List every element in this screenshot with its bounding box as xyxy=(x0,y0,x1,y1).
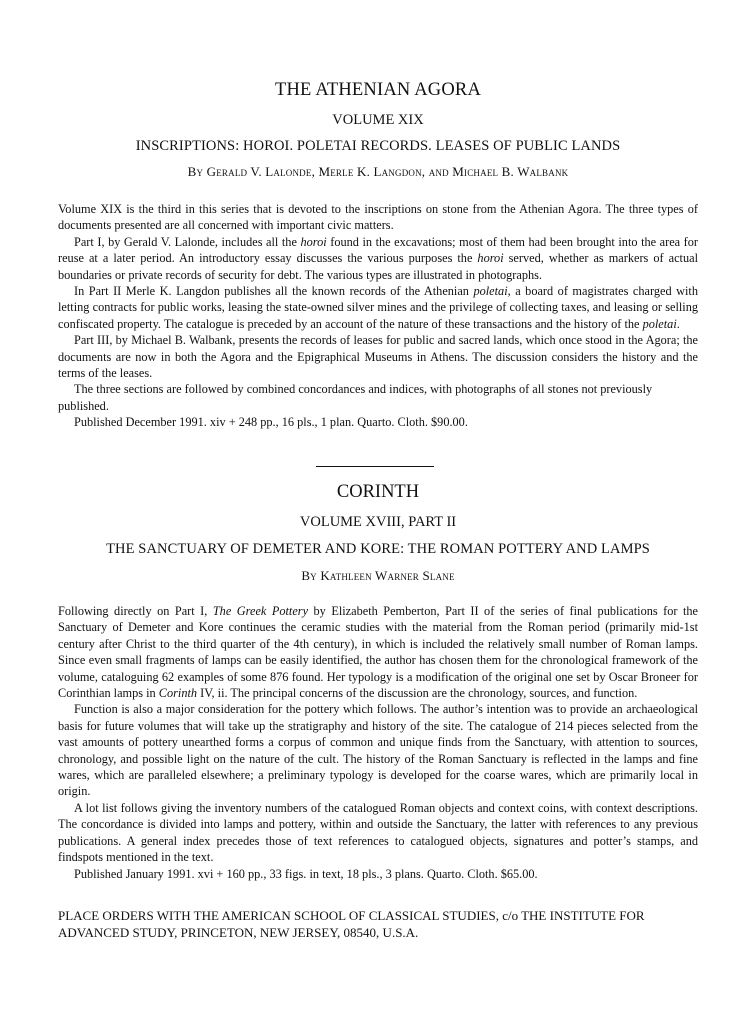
order-instructions: PLACE ORDERS WITH THE AMERICAN SCHOOL OF CLASSICAL STUDIES, c/o THE INSTITUTE FOR ADVANCED STUDY, PRINCETON, NEW JERSEY, 08540, U.S.A. xyxy=(58,908,645,940)
section-divider xyxy=(316,466,434,467)
agora-title: THE ATHENIAN AGORA xyxy=(274,80,482,100)
agora-paragraph-5: The three sections are followed by combined concordances and indices, with photographs of all stones not previously published. xyxy=(58,382,653,413)
corinth-published-info: Published January 1991. xvi + 160 pp., 33 figs. in text, 18 pls., 3 plans. Quarto. Cloth. $65.00. xyxy=(74,866,538,881)
agora-paragraph-1: Volume XIX is the third in this series that is devoted to the inscriptions on stone from the Athenian Agora. The three types of documents presented are all concerned with important civic matters. xyxy=(58,202,698,233)
corinth-paragraph-2: Function is also a major consideration for the pottery which follows. The author’s intention was to provide an archaeological basis for future volumes that will take up the stratigraphy and history of the site. The catalogue of 214 pieces selected from the vast amounts of pottery unearthed forms a corpus of common and unique finds from the Sanctuary, with attention to sources, chronology, and possible light on the nature of the cult. The history of the Roman Sanctuary is reflected in the lamps and fine wares, which are paralleled elsewhere; a preliminary typology is developed for the coarse wares, which are primarily local in origin. xyxy=(58,702,698,799)
agora-byline: By Gerald V. Lalonde, Merle K. Langdon, and Michael B. Walbank xyxy=(187,164,569,179)
agora-description xyxy=(58,201,698,431)
corinth-volume: VOLUME XVIII, PART II xyxy=(299,514,457,530)
corinth-paragraph-1: Following directly on Part I, The Greek Pottery by Elizabeth Pemberton, Part II of the series of final publications for the Sanctuary of Demeter and Kore continues the ceramic studies with the material from the Roman period (primarily mid-1st century after Christ to the third quarter of the 4th century), in which is included the relatively small number of Roman lamps. Since even small fragments of lamps can be easily identified, the author has chosen them for the chronological framework of the volume, cataloguing 62 examples of some 876 found. Her typology is a modification of the original one set by Oscar Broneer for Corinthian lamps in Corinth IV, ii. The principal concerns of the discussion are the chronology, sources, and function. xyxy=(58,604,698,701)
agora-paragraph-3: In Part II Merle K. Langdon publishes all the known records of the Athenian poletai, a board of magistrates charged with letting contracts for public works, leasing the state-owned silver mines and the privilege of collecting taxes, and leasing or selling confiscated property. The catalogue is preceded by an account of the nature of these transactions and the history of the poletai. xyxy=(58,284,698,331)
agora-published-info: Published December 1991. xiv + 248 pp., 16 pls., 1 plan. Quarto. Cloth. $90.00. xyxy=(74,415,468,430)
corinth-byline: By Kathleen Warner Slane xyxy=(301,568,455,583)
agora-volume: VOLUME XIX xyxy=(332,112,424,128)
corinth-title: CORINTH xyxy=(336,482,420,502)
agora-paragraph-4: Part III, by Michael B. Walbank, presents the records of leases for public and sacred lands, which once stood in the Agora; the documents are now in both the Agora and the Epigraphical Museums in Athens. The discussion considers the history and the terms of the leases. xyxy=(58,333,698,381)
corinth-subtitle: THE SANCTUARY OF DEMETER AND KORE: THE ROMAN POTTERY AND LAMPS xyxy=(106,541,650,557)
agora-paragraph-2: Part I, by Gerald V. Lalonde, includes all the horoi found in the excavations; most of them had been brought into the area for reuse at a later period. An introductory essay discusses the various purposes the horoi served, whether as markers of actual boundaries or private records of security for debt. The various types are illustrated in photographs. xyxy=(58,234,698,282)
agora-subtitle: INSCRIPTIONS: HOROI. POLETAI RECORDS. LEASES OF PUBLIC LANDS xyxy=(135,138,621,154)
corinth-paragraph-3: A lot list follows giving the inventory numbers of the catalogued Roman objects and context coins, with context descriptions. The concordance is divided into lamps and pottery, within and outside the Sanctuary, the latter with references to any previous publications. A general index precedes those of text references to catalogued objects, signatures and potter’s stamps, and findspots mentioned in the text. xyxy=(58,800,698,865)
corinth-description xyxy=(58,603,698,882)
